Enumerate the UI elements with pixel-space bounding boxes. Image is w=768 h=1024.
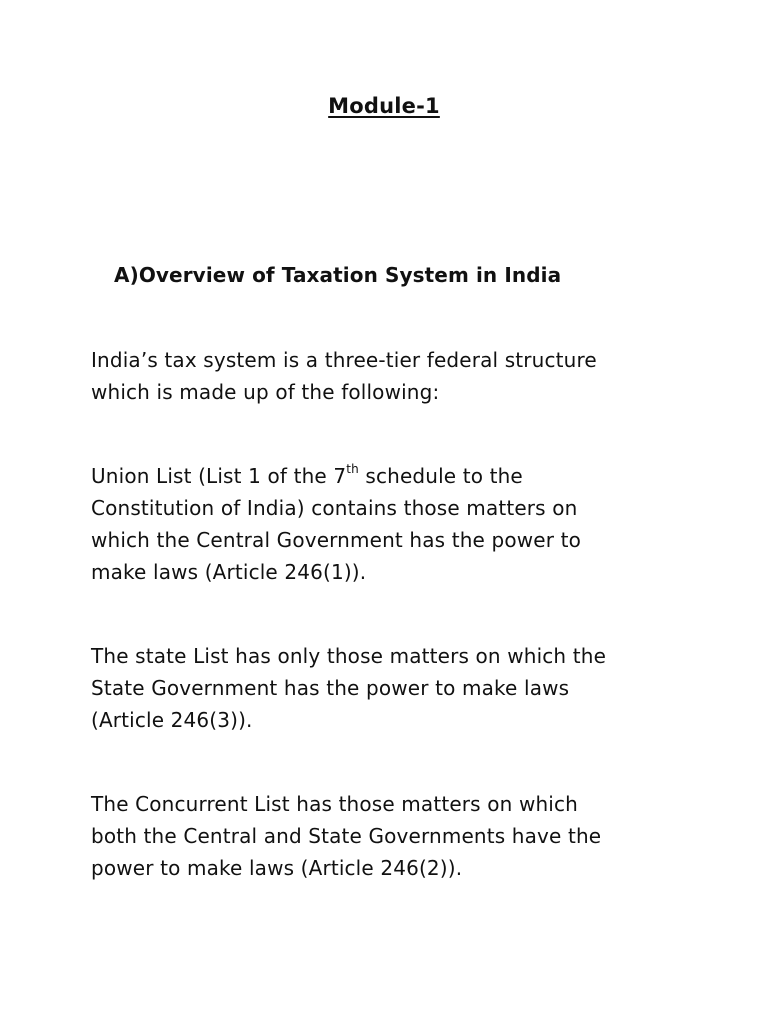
paragraph-line: The state List has only those matters on which the	[91, 644, 607, 668]
paragraph-line: The Concurrent List has those matters on which	[91, 792, 578, 816]
paragraph-line: both the Central and State Governments have the	[91, 824, 602, 848]
paragraph-line: (Article 246(3)).	[91, 708, 253, 732]
paragraph-line: which the Central Government has the power to	[91, 528, 581, 552]
paragraph-line: power to make laws (Article 246(2)).	[91, 856, 463, 880]
paragraph-line: State Government has the power to make laws	[91, 676, 570, 700]
paragraph-line: Constitution of India) contains those matters on	[91, 496, 578, 520]
paragraph-line: which is made up of the following:	[91, 380, 440, 404]
paragraph-line	[91, 460, 691, 492]
paragraph-concurrent-list	[91, 788, 691, 884]
ordinal-superscript: th	[346, 462, 359, 477]
paragraph-tax-system-intro	[91, 344, 691, 408]
paragraph-state-list	[91, 640, 691, 736]
line-text-suffix: schedule to the	[358, 464, 523, 488]
paragraph-line: make laws (Article 246(1)).	[91, 560, 367, 584]
paragraph-union-list	[91, 460, 691, 588]
line-text-prefix: Union List (List 1 of the 7	[91, 464, 347, 488]
page-title: Module-1	[328, 94, 440, 118]
paragraph-line: India’s tax system is a three-tier federal structure	[91, 348, 597, 372]
section-heading: A)Overview of Taxation System in India	[114, 263, 562, 287]
